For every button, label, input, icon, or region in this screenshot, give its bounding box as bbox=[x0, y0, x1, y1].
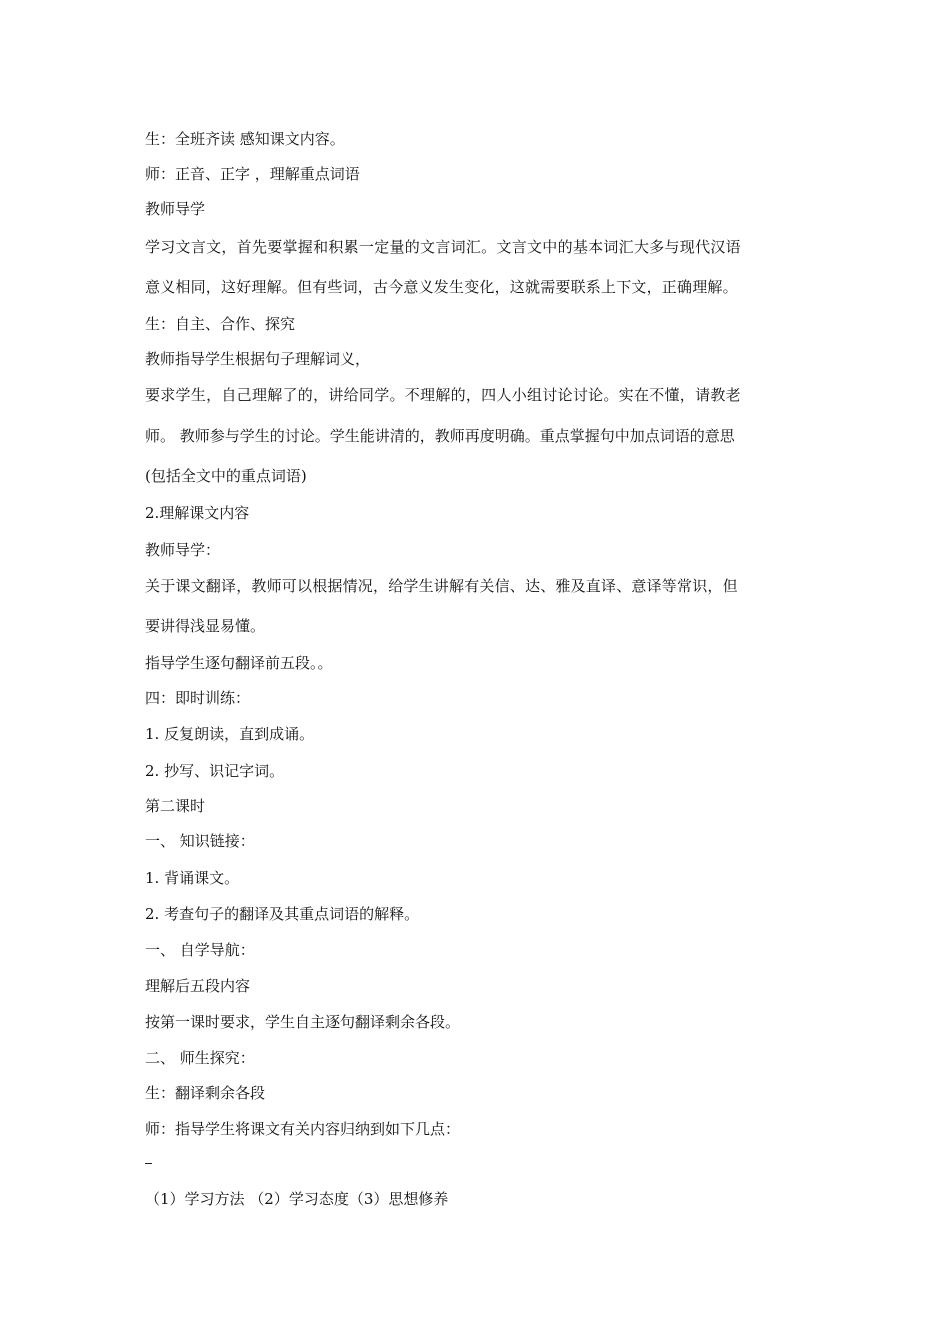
text-line: 教师指导学生根据句子理解词义， bbox=[145, 350, 371, 368]
text-line: 指导学生逐句翻译前五段。。 bbox=[145, 654, 333, 672]
text-line: 要求学生，自己理解了的，讲给同学。不理解的，四人小组讨论讨论。实在不懂，请教老 bbox=[145, 386, 741, 404]
dash-divider bbox=[145, 1163, 152, 1164]
text-line: 1. 反复朗读，直到成诵。 bbox=[145, 725, 315, 743]
text-line: 按第一课时要求，学生自主逐句翻译剩余各段。 bbox=[145, 1013, 461, 1031]
text-line: 生：全班齐读 感知课文内容。 bbox=[145, 130, 345, 148]
text-line: 要讲得浅显易懂。 bbox=[145, 617, 266, 635]
text-line: 生：翻译剩余各段 bbox=[145, 1084, 266, 1102]
text-line: 师：正音、正字 ，理解重点词语 bbox=[145, 165, 360, 183]
text-line: 学习文言文，首先要掌握和积累一定量的文言词汇。文言文中的基本词汇大多与现代汉语 bbox=[145, 238, 741, 256]
text-line: (包括全文中的重点词语) bbox=[145, 467, 307, 485]
text-line: 2. 考查句子的翻译及其重点词语的解释。 bbox=[145, 905, 420, 923]
text-line: （1）学习方法 （2）学习态度（3）思想修养 bbox=[145, 1190, 449, 1208]
text-line: 二、 师生探究： bbox=[145, 1049, 255, 1067]
text-line: 1. 背诵课文。 bbox=[145, 869, 240, 887]
text-line: 2. 抄写、识记字词。 bbox=[145, 762, 285, 780]
text-line: 2.理解课文内容 bbox=[145, 504, 250, 522]
text-line: 教师导学 bbox=[145, 200, 206, 218]
text-line: 教师导学： bbox=[145, 541, 221, 559]
text-line: 一、 知识链接： bbox=[145, 832, 255, 850]
text-line: 师。 教师参与学生的讨论。学生能讲清的，教师再度明确。重点掌握句中加点词语的意思 bbox=[145, 427, 735, 445]
text-line: 关于课文翻译，教师可以根据情况，给学生讲解有关信、达、雅及直译、意译等常识，但 bbox=[145, 577, 738, 595]
text-line: 生：自主、合作、探究 bbox=[145, 315, 296, 333]
text-line: 第二课时 bbox=[145, 797, 206, 815]
text-line: 一、 自学导航： bbox=[145, 941, 255, 959]
text-line: 师：指导学生将课文有关内容归纳到如下几点： bbox=[145, 1120, 461, 1138]
text-line: 四：即时训练： bbox=[145, 689, 251, 707]
text-line: 理解后五段内容 bbox=[145, 977, 251, 995]
text-line: 意义相同，这好理解。但有些词，古今意义发生变化，这就需要联系上下文，正确理解。 bbox=[145, 278, 738, 296]
